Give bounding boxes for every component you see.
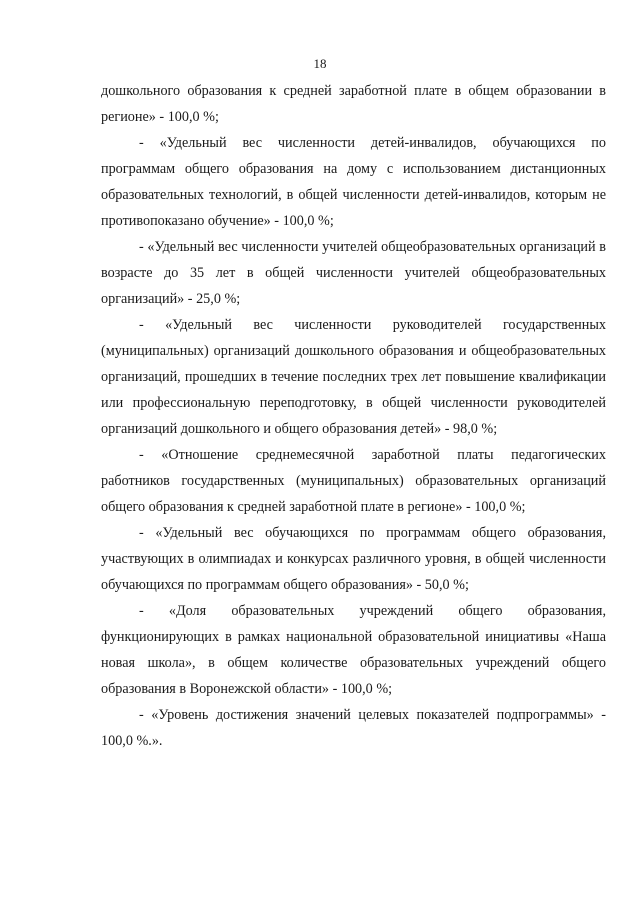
paragraph-disabled-children-distance-learning: - «Удельный вес численности детей-инвалидов, обучающихся по программам общего образования на дому с использованием дистанционных образовательных технологий, в общей численности детей-инвалидов, которым не противопоказано обучение» - 100,0 %; (101, 135, 606, 229)
document-body (101, 78, 606, 754)
paragraph-teacher-salary-ratio: - «Отношение среднемесячной заработной платы педагогических работников государственных (муниципальных) образовательных организаций общего образования к средней заработной плате в регионе» - 100,0 %; (101, 447, 606, 515)
paragraph-olympiad-participation: - «Удельный вес обучающихся по программам общего образования, участвующих в олимпиадах и конкурсах различного уровня, в общей численности обучающихся по программам общего образования» - 50,0 %; (101, 525, 606, 593)
page-number: 18 (313, 56, 327, 71)
paragraph-young-teachers-share: - «Удельный вес численности учителей общеобразовательных организаций в возрасте до 35 лет в общей численности учителей общеобразовательных организаций» - 25,0 %; (101, 239, 606, 307)
paragraph-continuation: дошкольного образования к средней заработной плате в общем образовании в регионе» - 100,0 %; (101, 83, 606, 125)
paragraph-leaders-qualification: - «Удельный вес численности руководителей государственных (муниципальных) организаций дошкольного образования и общеобразовательных организаций, прошедших в течение последних трех лет повышение квалификации или профессиональную переподготовку, в общей численности руководителей организаций дошкольного и общего образования детей» - 98,0 %; (101, 317, 606, 437)
paragraph-our-new-school-share: - «Доля образовательных учреждений общего образования, функционирующих в рамках национальной образовательной инициативы «Наша новая школа», в общем количестве образовательных учреждений общего образования в Воронежской области» - 100,0 %; (101, 603, 606, 697)
paragraph-target-indicators-level: - «Уровень достижения значений целевых показателей подпрограммы» - 100,0 %.». (101, 707, 606, 749)
